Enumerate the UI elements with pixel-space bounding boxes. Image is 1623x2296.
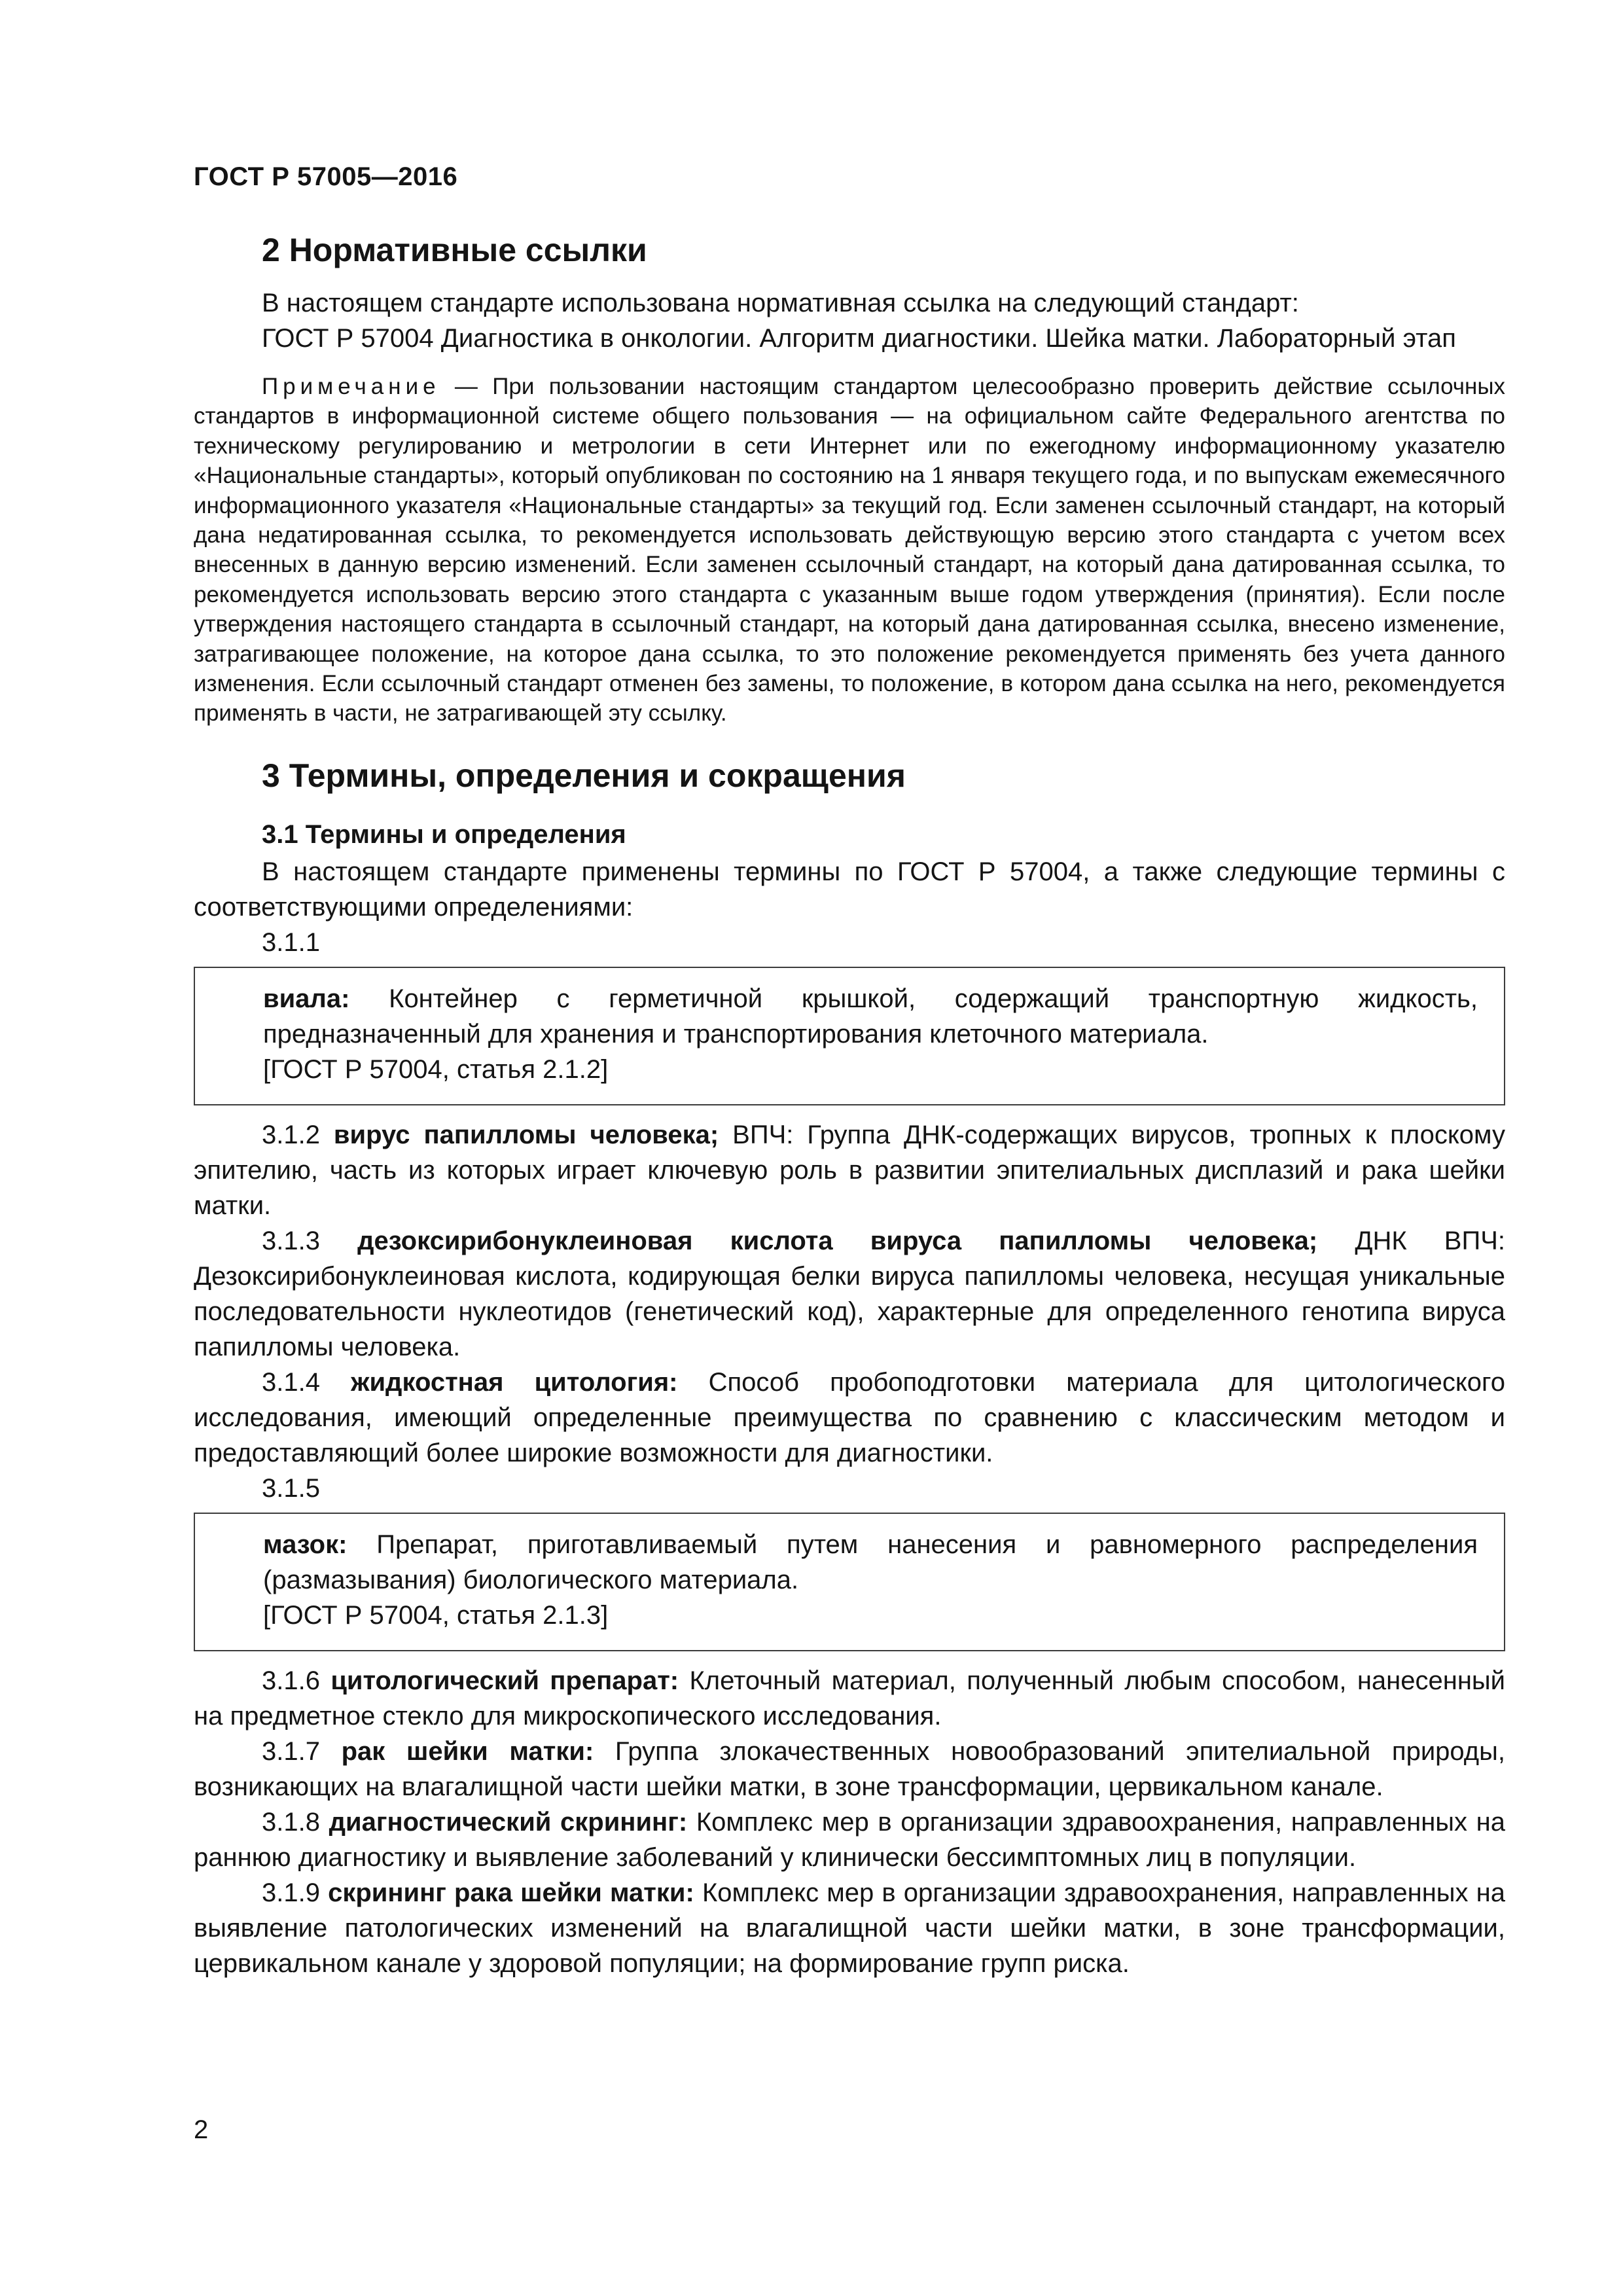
term-3-1-6-number: 3.1.6 (262, 1666, 331, 1695)
term-3-1-2-text: ВПЧ: Группа ДНК-содержащих вирусов, тропных к плоскому эпителию, часть из которых играет ключевую роль в развитии эпителиальных дисплазий и рака шейки матки. (194, 1120, 1506, 1220)
normative-reference: ГОСТ Р 57004 Диагностика в онкологии. Алгоритм диагностики. Шейка матки. Лабораторный этап (262, 324, 1456, 353)
term-3-1-1-term: виала: (263, 984, 350, 1013)
term-3-1-4-number: 3.1.4 (262, 1367, 351, 1397)
term-3-1-9 (194, 1875, 1505, 1981)
term-3-1-8 (194, 1804, 1505, 1875)
term-3-1-6-text: Клеточный материал, полученный любым способом, нанесенный на предметное стекло для микроскопического исследования. (194, 1666, 1506, 1731)
document-header: ГОСТ Р 57005—2016 (194, 162, 458, 191)
subsection-3-1-title: 3.1 Термины и определения (262, 819, 626, 849)
term-3-1-8-number: 3.1.8 (262, 1807, 329, 1837)
term-3-1-8-term: диагностический скрининг: (329, 1807, 688, 1837)
term-3-1-5-definition (263, 1527, 1478, 1598)
term-3-1-3-term: дезоксирибонуклеиновая кислота вируса папилломы человека; (357, 1226, 1318, 1255)
term-3-1-7-number: 3.1.7 (262, 1736, 342, 1766)
term-3-1-2-term: вирус папилломы человека; (333, 1120, 719, 1149)
section-2-intro: В настоящем стандарте использована нормативная ссылка на следующий стандарт: (262, 289, 1299, 317)
term-3-1-1-definition (263, 981, 1478, 1052)
document-body (194, 224, 1505, 1981)
term-3-1-6-term: цитологический препарат: (330, 1666, 679, 1695)
term-3-1-1-number: 3.1.1 (262, 927, 320, 957)
section-3-intro: В настоящем стандарте применены термины по ГОСТ Р 57004, а также следующие термины с соответствующими определениями: (194, 857, 1505, 922)
term-3-1-7-term: рак шейки матки: (341, 1736, 594, 1766)
term-3-1-4 (194, 1365, 1505, 1471)
section-3-title: 3 Термины, определения и сокращения (262, 757, 906, 794)
term-3-1-4-term: жидкостная цитология: (351, 1367, 678, 1397)
note (194, 372, 1505, 728)
page-number: 2 (194, 2115, 209, 2144)
term-3-1-5-number: 3.1.5 (262, 1473, 320, 1503)
term-3-1-1-source: [ГОСТ Р 57004, статья 2.1.2] (263, 1054, 609, 1084)
section-2-title: 2 Нормативные ссылки (262, 232, 647, 268)
term-3-1-5-source: [ГОСТ Р 57004, статья 2.1.3] (263, 1600, 609, 1630)
term-3-1-2-number: 3.1.2 (262, 1120, 334, 1149)
term-3-1-1-text: Контейнер с герметичной крышкой, содержащий транспортную жидкость, предназначенный для хранения и транспортирования клеточного материала. (263, 984, 1478, 1049)
term-3-1-7 (194, 1734, 1505, 1804)
term-3-1-3-text: ДНК ВПЧ: Дезоксирибонуклеиновая кислота, кодирующая белки вируса папилломы человека, несущая уникальные последовательности нуклеотидов (генетический код), характерные для определенного генотипа вируса папилломы человека. (194, 1226, 1505, 1361)
term-3-1-6 (194, 1663, 1505, 1734)
term-3-1-7-text: Группа злокачественных новообразований эпителиальной природы, возникающих на влагалищной части шейки матки, в зоне трансформации, цервикальном канале. (194, 1736, 1505, 1801)
note-text: — При пользовании настоящим стандартом целесообразно проверить действие ссылочных стандартов в информационной системе общего пользования — на официальном сайте Федерального агентства по техническому регулированию и метрологии в сети Интернет или по ежегодному информационному указателю «Национальные стандарты», который опубликован по состоянию на 1 января текущего года, и по выпускам ежемесячного информационного указателя «Национальные стандарты» за текущий год. Если заменен ссылочный стандарт, на который дана недатированная ссылка, то рекомендуется использовать действующую версию этого стандарта с учетом всех внесенных в данную версию изменений. Если заменен ссылочный стандарт, на который дана датированная ссылка, то рекомендуется использовать версию этого стандарта с указанным выше годом утверждения (принятия). Если после утверждения настоящего стандарта в ссылочный стандарт, на который дана датированная ссылка, внесено изменение, затрагивающее положение, на которое дана ссылка, то это положение рекомендуется применять без учета данного изменения. Если ссылочный стандарт отменен без замены, то положение, в котором дана ссылка на него, рекомендуется применять в части, не затрагивающей эту ссылку. (194, 374, 1505, 726)
note-label: Примечание (262, 374, 440, 399)
term-3-1-5-box (194, 1513, 1505, 1651)
term-3-1-9-number: 3.1.9 (262, 1878, 329, 1907)
term-3-1-1-box (194, 967, 1505, 1105)
term-3-1-8-text: Комплекс мер в организации здравоохранения, направленных на раннюю диагностику и выявление заболеваний у клинически бессимптомных лиц в популяции. (194, 1807, 1506, 1872)
term-3-1-5-term: мазок: (263, 1530, 348, 1559)
term-3-1-9-term: скрининг рака шейки матки: (328, 1878, 694, 1907)
term-3-1-5-text: Препарат, приготавливаемый путем нанесения и равномерного распределения (размазывания) биологического материала. (263, 1530, 1478, 1594)
term-3-1-9-text: Комплекс мер в организации здравоохранения, направленных на выявление патологических изменений на влагалищной части шейки матки, в зоне трансформации, цервикальном канале у здоровой популяции; на формирование групп риска. (194, 1878, 1505, 1978)
term-3-1-2 (194, 1117, 1505, 1223)
term-3-1-4-text: Способ пробоподготовки материала для цитологического исследования, имеющий определенные преимущества по сравнению с классическим методом и предоставляющий более широкие возможности для диагностики. (194, 1367, 1506, 1467)
term-3-1-3 (194, 1223, 1505, 1365)
term-3-1-3-number: 3.1.3 (262, 1226, 358, 1255)
